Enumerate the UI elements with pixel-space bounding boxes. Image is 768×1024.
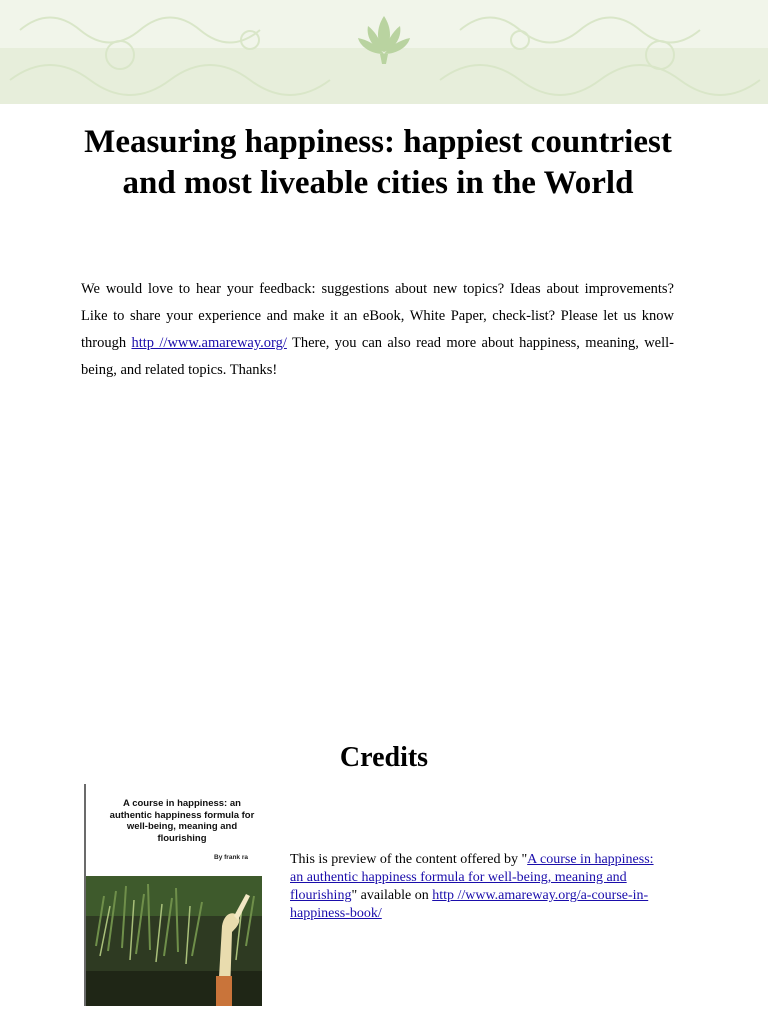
page-title: Measuring happiness: happiest countriest and most liveable cities in the World xyxy=(84,124,672,201)
feedback-paragraph xyxy=(81,276,674,384)
lotus-icon xyxy=(354,10,414,70)
header-banner xyxy=(0,0,768,104)
book-cover-author: By frank ra xyxy=(214,854,248,861)
credits-text-before: This is preview of the content offered by " xyxy=(290,852,528,867)
feedback-text-after: There, you can also read more about happiness, meaning, well-being, and related topics. Thanks! xyxy=(81,335,674,378)
book-cover xyxy=(84,784,262,1006)
credits-text-middle: " available on xyxy=(351,888,433,903)
book-title-link[interactable]: A course in happiness: an authentic happiness formula for well-being, meaning and flourishing xyxy=(290,852,654,903)
feedback-text-before: We would love to hear your feedback: suggestions about new topics? Ideas about improvements? Like to share your experience and make it an eBook, White Paper, check-list? Please let us know through xyxy=(81,281,674,351)
amareway-link[interactable]: http //www.amareway.org/ xyxy=(131,335,287,351)
credits-paragraph xyxy=(290,851,670,923)
book-cover-title: A course in happiness: an authentic happiness formula for well-being, meaning and flourishing xyxy=(109,798,255,844)
credits-heading: Credits xyxy=(339,742,429,773)
book-url-link[interactable]: http //www.amareway.org/a-course-in-happiness-book/ xyxy=(290,888,649,921)
book-cover-photo xyxy=(86,876,262,1006)
